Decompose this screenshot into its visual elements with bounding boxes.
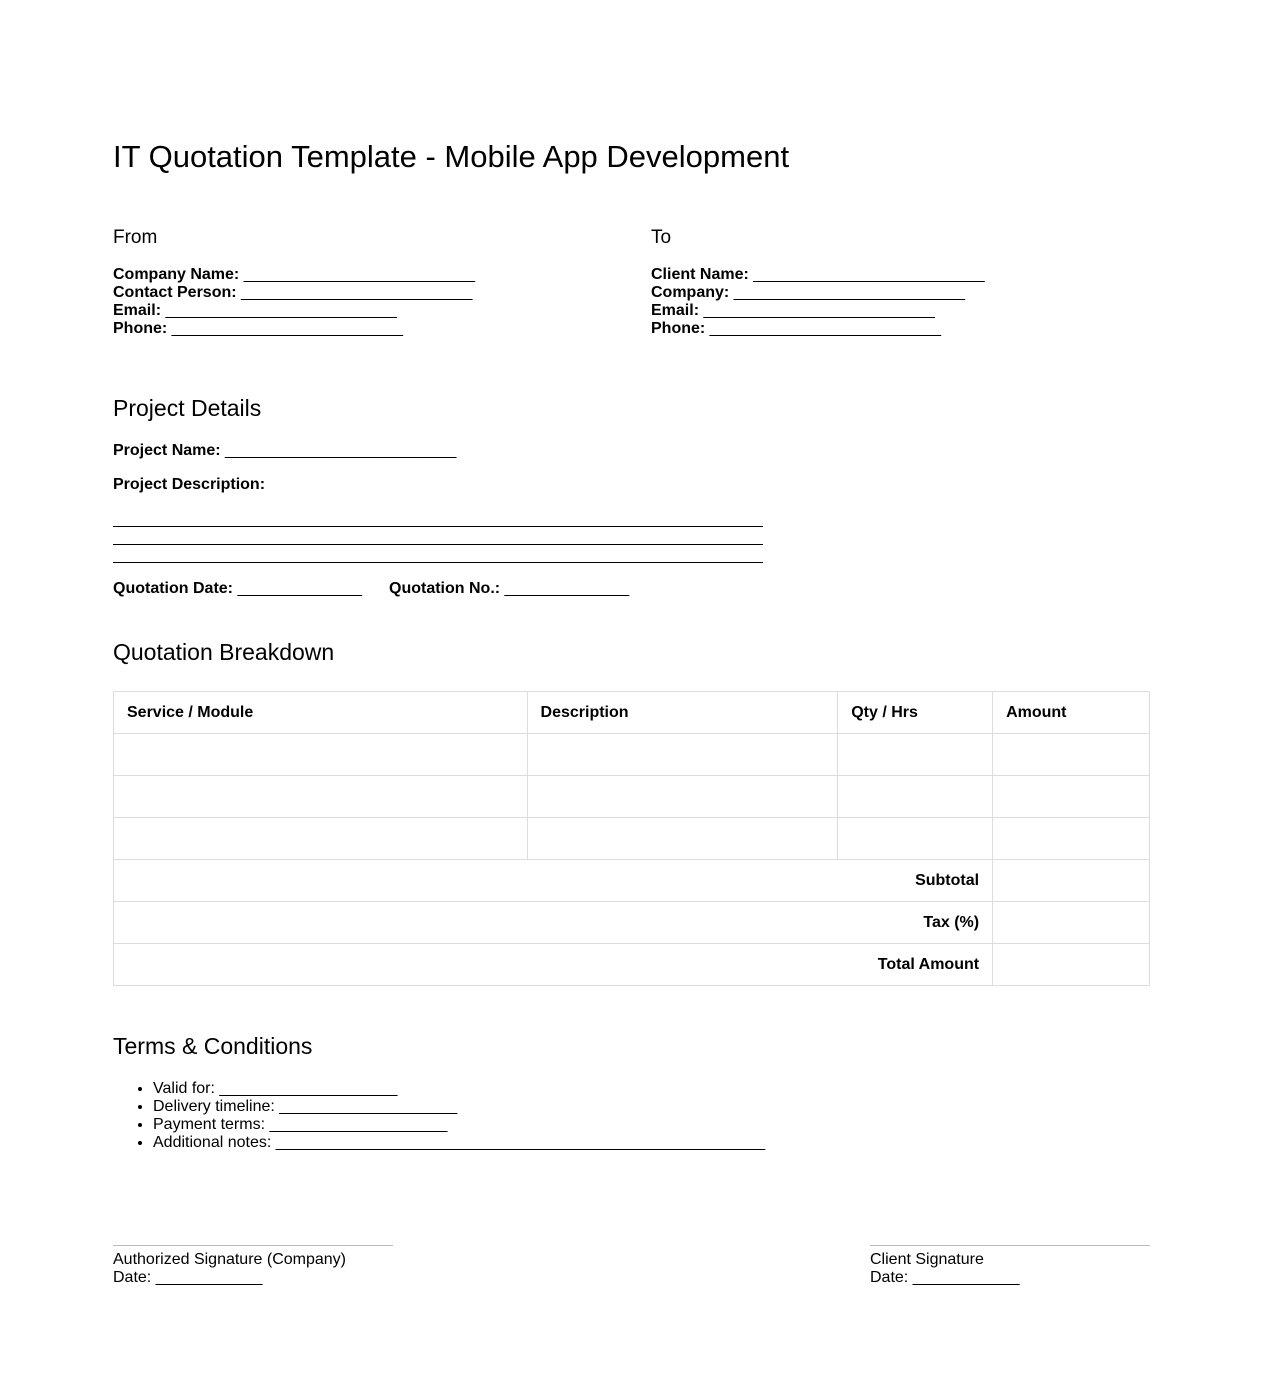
from-email-field[interactable]: Email: __________________________ [113,302,397,319]
to-company-field[interactable]: Company: __________________________ [651,284,966,301]
subtotal-label: Subtotal [114,860,993,902]
project-description-line-2[interactable] [113,544,763,545]
description-cell[interactable] [527,734,838,776]
description-cell[interactable] [527,776,838,818]
quotation-table [113,691,1150,986]
to-heading: To [651,227,672,248]
total-amount-label: Total Amount [114,944,993,986]
column-header-amount: Amount [993,692,1150,734]
table-row [114,776,1150,818]
client-signature-date[interactable]: Date: ____________ [870,1269,1020,1286]
to-phone-field[interactable]: Phone: __________________________ [651,320,942,337]
column-header-qty: Qty / Hrs [838,692,993,734]
table-row [114,734,1150,776]
qty-cell[interactable] [838,734,993,776]
company-signature-date[interactable]: Date: ____________ [113,1269,263,1286]
description-cell[interactable] [527,818,838,860]
term-delivery-timeline[interactable]: • Delivery timeline: ____________________ [153,1098,765,1116]
amount-cell[interactable] [993,734,1150,776]
tax-row [114,902,1150,944]
from-fields [113,266,475,338]
amount-cell[interactable] [993,818,1150,860]
term-payment-terms[interactable]: • Payment terms: ____________________ [153,1116,765,1134]
project-description-line-1[interactable] [113,526,763,527]
column-header-service: Service / Module [114,692,528,734]
to-fields [651,266,985,338]
project-description-label: Project Description: [113,476,266,493]
from-contact-person-field[interactable]: Contact Person: __________________________ [113,284,473,301]
table-header-row [114,692,1150,734]
from-company-name-field[interactable]: Company Name: __________________________ [113,266,476,283]
client-signature-line[interactable] [870,1245,1150,1246]
term-additional-notes[interactable]: • Additional notes: _______________________________________________________ [153,1134,765,1152]
terms-heading: Terms & Conditions [113,1033,313,1059]
qty-cell[interactable] [838,818,993,860]
to-client-name-field[interactable]: Client Name: __________________________ [651,266,985,283]
company-signature-line[interactable] [113,1245,393,1246]
from-phone-field[interactable]: Phone: __________________________ [113,320,404,337]
company-signature-label: Authorized Signature (Company) [113,1251,347,1268]
client-signature-label: Client Signature [870,1251,984,1268]
amount-cell[interactable] [993,776,1150,818]
subtotal-value-cell[interactable] [993,860,1150,902]
project-description-line-3[interactable] [113,562,763,563]
service-cell[interactable] [114,734,528,776]
service-cell[interactable] [114,776,528,818]
tax-label: Tax (%) [114,902,993,944]
quotation-breakdown-heading: Quotation Breakdown [113,639,335,665]
project-name-field[interactable]: Project Name: __________________________ [113,442,457,459]
to-email-field[interactable]: Email: __________________________ [651,302,935,319]
project-details-heading: Project Details [113,395,262,421]
column-header-description: Description [527,692,838,734]
term-valid-for[interactable]: • Valid for: ____________________ [153,1080,765,1098]
page-title: IT Quotation Template - Mobile App Development [113,139,790,174]
table-row [114,818,1150,860]
quotation-date-field[interactable]: Quotation Date: ______________ [113,580,363,597]
tax-value-cell[interactable] [993,902,1150,944]
qty-cell[interactable] [838,776,993,818]
terms-list [113,1080,765,1152]
quotation-number-field[interactable]: Quotation No.: ______________ [389,580,630,597]
total-row [114,944,1150,986]
total-amount-value-cell[interactable] [993,944,1150,986]
subtotal-row [114,860,1150,902]
from-heading: From [113,227,158,248]
service-cell[interactable] [114,818,528,860]
